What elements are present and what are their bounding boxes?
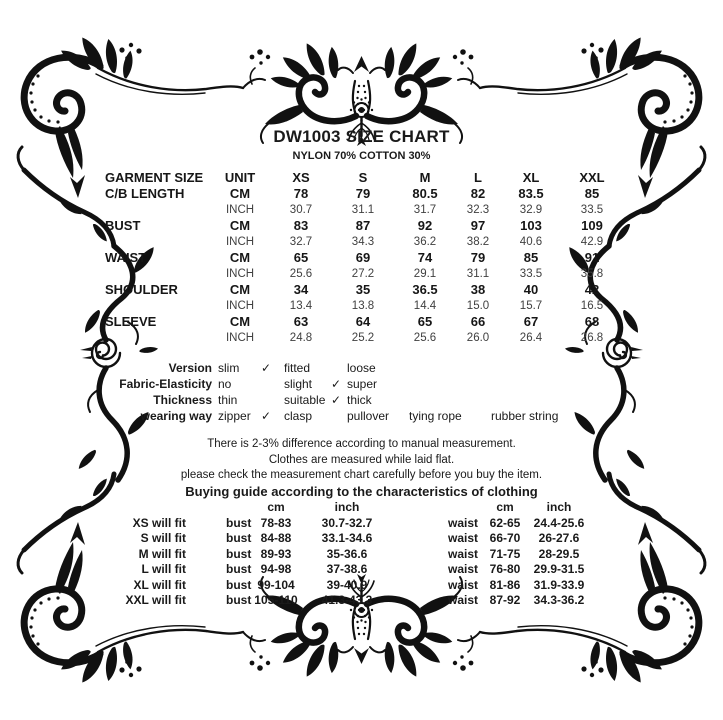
attr-label: Version <box>168 361 212 375</box>
fit-row-m: M will fit bust 89-93 35-36.6 <box>138 546 368 561</box>
fit-guide-waist-table <box>448 500 591 609</box>
col-s: S <box>358 170 368 185</box>
table-row-bust-inch: INCH 32.7 34.3 36.2 38.2 40.6 42.9 <box>225 236 604 248</box>
table-row-sleeve-cm: SLEEVE CM 63 64 65 66 67 68 <box>105 314 600 329</box>
fabric-composition: NYLON 70% COTTON 30% <box>292 150 431 162</box>
table-row-shoulder-cm: SHOULDER CM 34 35 36.5 38 40 42 <box>105 282 600 297</box>
attr-row-wearing-way: wearing way zipper ✓ clasp pullover tying rope rubber string <box>0 408 723 424</box>
waist-row-l: waist 76-80 29.9-31.5 <box>448 562 585 576</box>
check-icon: ✓ <box>331 393 342 407</box>
waist-row-m: waist 71-75 28-29.5 <box>448 546 580 561</box>
col-xs: XS <box>292 170 310 185</box>
fit-row-xxl: XXL will fit bust 105-110 41.3-43.3 <box>125 593 373 607</box>
attribute-checklist <box>0 360 723 424</box>
table-row-bust-cm: BUST CM 83 87 92 97 103 109 <box>105 218 603 233</box>
measurement-notes <box>0 437 723 500</box>
check-icon: ✓ <box>261 409 272 423</box>
table-row-shoulder-inch: INCH 13.4 13.8 14.4 15.0 15.7 16.5 <box>225 300 604 312</box>
check-icon: ✓ <box>331 377 342 391</box>
col-unit: UNIT <box>224 170 256 185</box>
col-m: M <box>419 170 431 185</box>
buying-guide-heading: Buying guide according to the characteristics of clothing <box>185 483 538 499</box>
fit-guide-bust-table <box>60 500 392 609</box>
page-title: DW1003 SIZE CHART <box>273 127 450 146</box>
table-row-sleeve-inch: INCH 24.8 25.2 25.6 26.0 26.4 26.8 <box>225 332 604 344</box>
fit-row-xl: XL will fit bust 99-104 39-40.9 <box>133 577 368 592</box>
col-garment-size: GARMENT SIZE <box>105 170 204 185</box>
attr-label: Thickness <box>153 393 212 407</box>
attr-row-thickness: Thickness thin suitable ✓ thick <box>0 392 723 408</box>
attr-row-version: Version slim ✓ fitted loose <box>0 360 723 376</box>
inch-header: inch <box>334 500 360 514</box>
table-row-waist-cm: WAIST CM 65 69 74 79 85 91 <box>105 250 600 265</box>
check-icon: ✓ <box>261 361 272 375</box>
table-row-waist-inch: INCH 25.6 27.2 29.1 31.1 33.5 35.8 <box>225 268 604 280</box>
attr-row-fabric-elasticity: Fabric-Elasticity no slight ✓ super <box>0 376 723 392</box>
size-table-header-row <box>97 170 620 186</box>
col-l: L <box>474 170 482 185</box>
inch-header: inch <box>546 500 572 514</box>
waist-row-s: waist 66-70 26-27.6 <box>448 531 580 545</box>
waist-row-xxl: waist 87-92 34.3-36.2 <box>448 593 585 607</box>
col-xxl: XXL <box>579 170 605 185</box>
note-line-3: please check the measurement chart carefully before you buy the item. <box>180 469 543 481</box>
cm-header: cm <box>267 500 285 514</box>
fit-row-xs: XS will fit bust 78-83 30.7-32.7 <box>132 515 373 530</box>
table-row-cb-length-cm: C/B LENGTH CM 78 79 80.5 82 83.5 85 <box>105 186 600 201</box>
fit-row-s: S will fit bust 84-88 33.1-34.6 <box>140 531 373 545</box>
fit-guide-header-row <box>60 500 392 516</box>
fit-guide-header-row <box>448 500 591 516</box>
size-table <box>97 170 620 346</box>
col-xl: XL <box>522 170 540 185</box>
table-row-cb-length-inch: INCH 30.7 31.1 31.7 32.3 32.9 33.5 <box>225 204 604 216</box>
waist-row-xl: waist 81-86 31.9-33.9 <box>448 577 585 592</box>
note-line-1: There is 2-3% difference according to manual measurement. <box>207 438 516 450</box>
fit-row-l: L will fit bust 94-98 37-38.6 <box>141 562 368 576</box>
attr-label: wearing way <box>140 409 212 423</box>
waist-row-xs: waist 62-65 24.4-25.6 <box>448 515 585 530</box>
attr-label: Fabric-Elasticity <box>119 377 212 391</box>
note-line-2: Clothes are measured while laid flat. <box>268 453 455 466</box>
cm-header: cm <box>496 500 514 514</box>
